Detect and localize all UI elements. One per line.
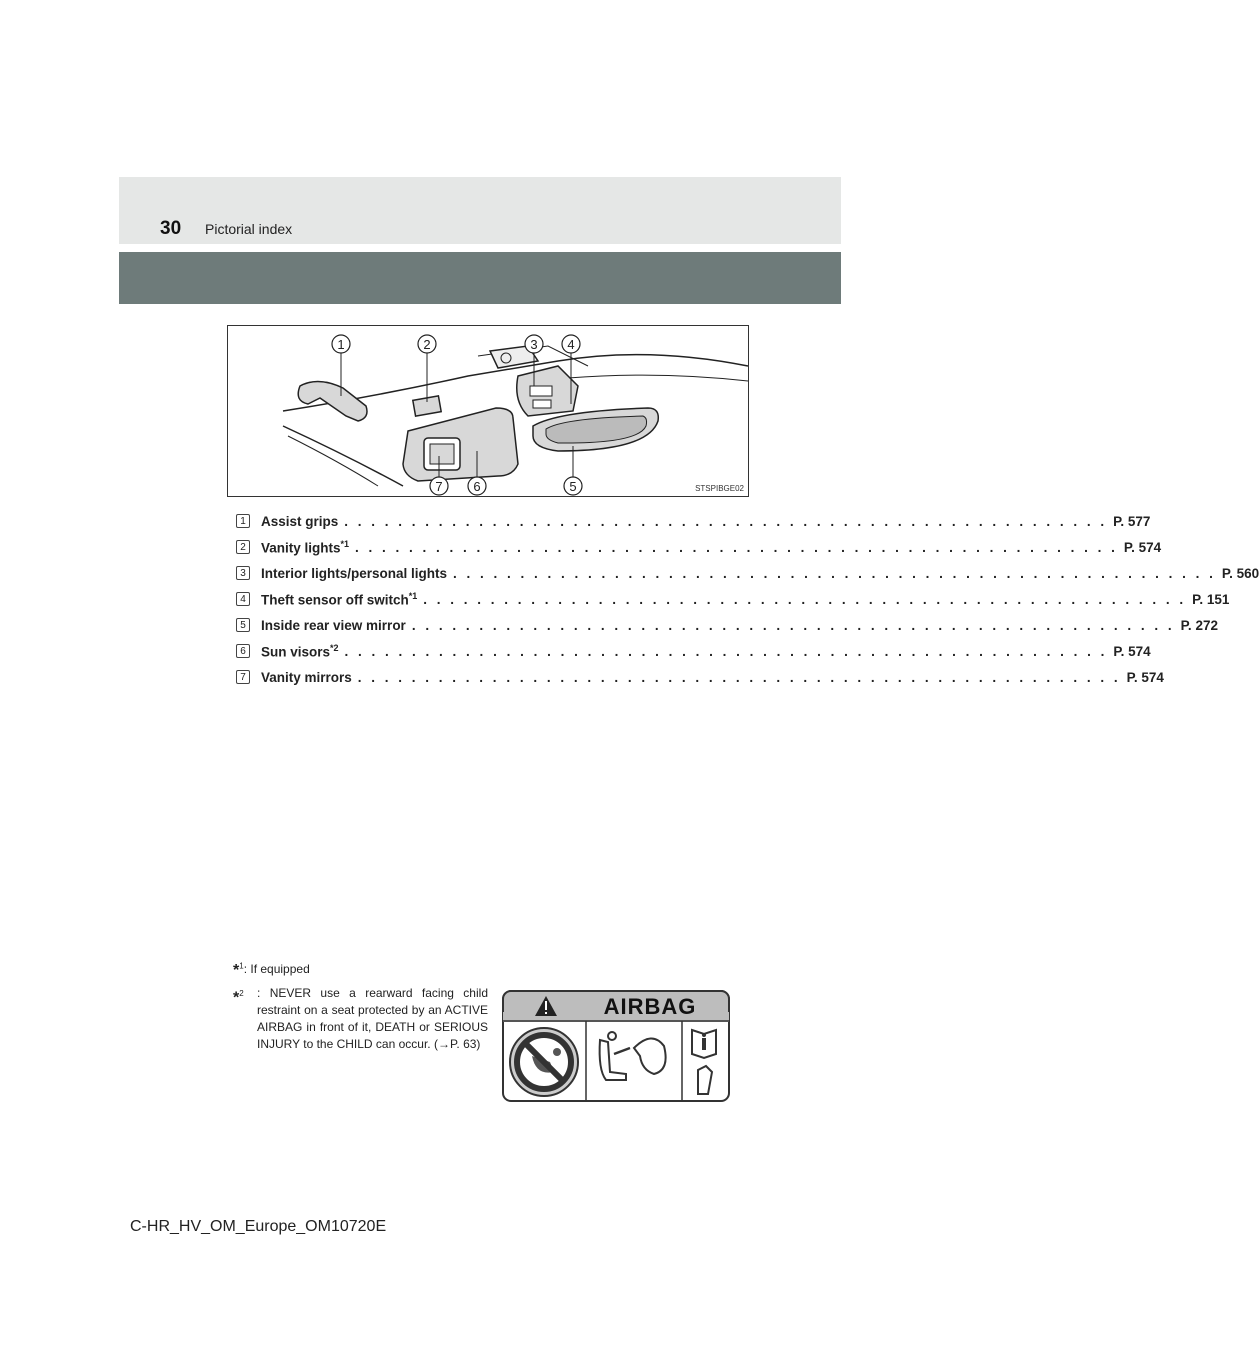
item-page-ref[interactable]: P. 574	[1126, 669, 1164, 685]
item-number: 1	[236, 514, 250, 528]
footnote-text: : NEVER use a rearward facing child restraint on a seat protected by an ACTIVE AIRBAG in front of it, DEATH or SERIOUS INJURY to the CHILD can occur. (→P. 63)	[257, 986, 488, 1051]
page-number: 30	[160, 218, 182, 239]
item-number: 4	[236, 592, 250, 606]
item-page-ref[interactable]: P. 272	[1180, 617, 1218, 633]
airbag-label-graphic	[502, 990, 730, 1102]
item-number: 7	[236, 670, 250, 684]
item-number: 2	[236, 540, 250, 554]
callout-2: 2	[423, 337, 431, 352]
item-page-ref[interactable]: P. 574	[1123, 539, 1162, 555]
list-item	[236, 586, 1230, 612]
callout-3: 3	[530, 337, 538, 352]
footnote-2	[233, 985, 488, 1053]
leader-dots: . . . . . . . . . . . . . . . . . . . . . . . . . . . . . . . . . . . . . . . . . . . . . . . . . . . . . . . . .	[423, 591, 1187, 607]
callout-1: 1	[337, 337, 345, 352]
item-page-ref[interactable]: P. 577	[1113, 513, 1151, 529]
leader-dots: . . . . . . . . . . . . . . . . . . . . . . . . . . . . . . . . . . . . . . . . . . . . . . . . . . . . . . . . .	[411, 617, 1175, 633]
item-page-ref[interactable]: P. 560	[1221, 565, 1259, 581]
item-label: Theft sensor off switch$^{*1}$	[261, 590, 418, 608]
item-label: Sun visors$^{*2}$	[261, 642, 339, 660]
list-item	[236, 664, 1164, 690]
footnote-1	[233, 962, 310, 980]
item-label: Vanity lights$^{*1}$	[261, 538, 350, 556]
list-item	[236, 560, 1259, 586]
footnote-ref: *1	[340, 538, 350, 549]
item-label: Assist grips	[261, 513, 339, 529]
item-number: 3	[236, 566, 250, 580]
overhead-console-illustration	[227, 325, 749, 497]
item-label: Interior lights/personal lights	[261, 565, 448, 581]
leader-dots: . . . . . . . . . . . . . . . . . . . . . . . . . . . . . . . . . . . . . . . . . . . . . . . . . . . . . . . . .	[344, 643, 1108, 659]
section-title: Pictorial index	[205, 221, 293, 237]
list-item	[236, 612, 1218, 638]
item-page-ref[interactable]: P. 151	[1192, 591, 1230, 607]
footnote-ref: *2	[330, 642, 339, 653]
callout-6: 6	[473, 479, 481, 494]
list-item	[236, 508, 1151, 534]
footnote-mark: *$^2$	[233, 989, 244, 1007]
leader-dots: . . . . . . . . . . . . . . . . . . . . . . . . . . . . . . . . . . . . . . . . . . . . . . . . . . . . . . . . .	[357, 669, 1121, 685]
footnote-mark: *$^1$	[233, 962, 244, 980]
callout-7: 7	[435, 479, 443, 494]
footnote-ref: *1	[408, 590, 418, 601]
footnote-text: : If equipped	[243, 962, 310, 976]
leader-dots: . . . . . . . . . . . . . . . . . . . . . . . . . . . . . . . . . . . . . . . . . . . . . . . . . . . . . . . . .	[453, 565, 1216, 581]
item-number: 6	[236, 644, 250, 658]
item-list	[236, 508, 1259, 690]
item-label: Vanity mirrors	[261, 669, 352, 685]
item-label: Inside rear view mirror	[261, 617, 406, 633]
no-rear-facing-seat-icon	[510, 1028, 578, 1096]
item-number: 5	[236, 618, 250, 632]
title-band	[119, 252, 841, 304]
document-id: C-HR_HV_OM_Europe_OM10720E	[130, 1218, 387, 1235]
item-page-ref[interactable]: P. 574	[1113, 643, 1151, 659]
list-item	[236, 534, 1162, 560]
leader-dots: . . . . . . . . . . . . . . . . . . . . . . . . . . . . . . . . . . . . . . . . . . . . . . . . . . . . . . . . .	[344, 513, 1108, 529]
callout-4: 4	[567, 337, 575, 352]
interior-line-drawing	[228, 326, 750, 498]
callout-5: 5	[569, 479, 577, 494]
leader-dots: . . . . . . . . . . . . . . . . . . . . . . . . . . . . . . . . . . . . . . . . . . . . . . . . . . . . . . . . .	[355, 539, 1118, 555]
airbag-title: AIRBAG	[603, 994, 697, 1019]
list-item	[236, 638, 1151, 664]
airbag-warning-label	[502, 990, 730, 1102]
figure-code: STSPIBGE02	[695, 484, 744, 493]
